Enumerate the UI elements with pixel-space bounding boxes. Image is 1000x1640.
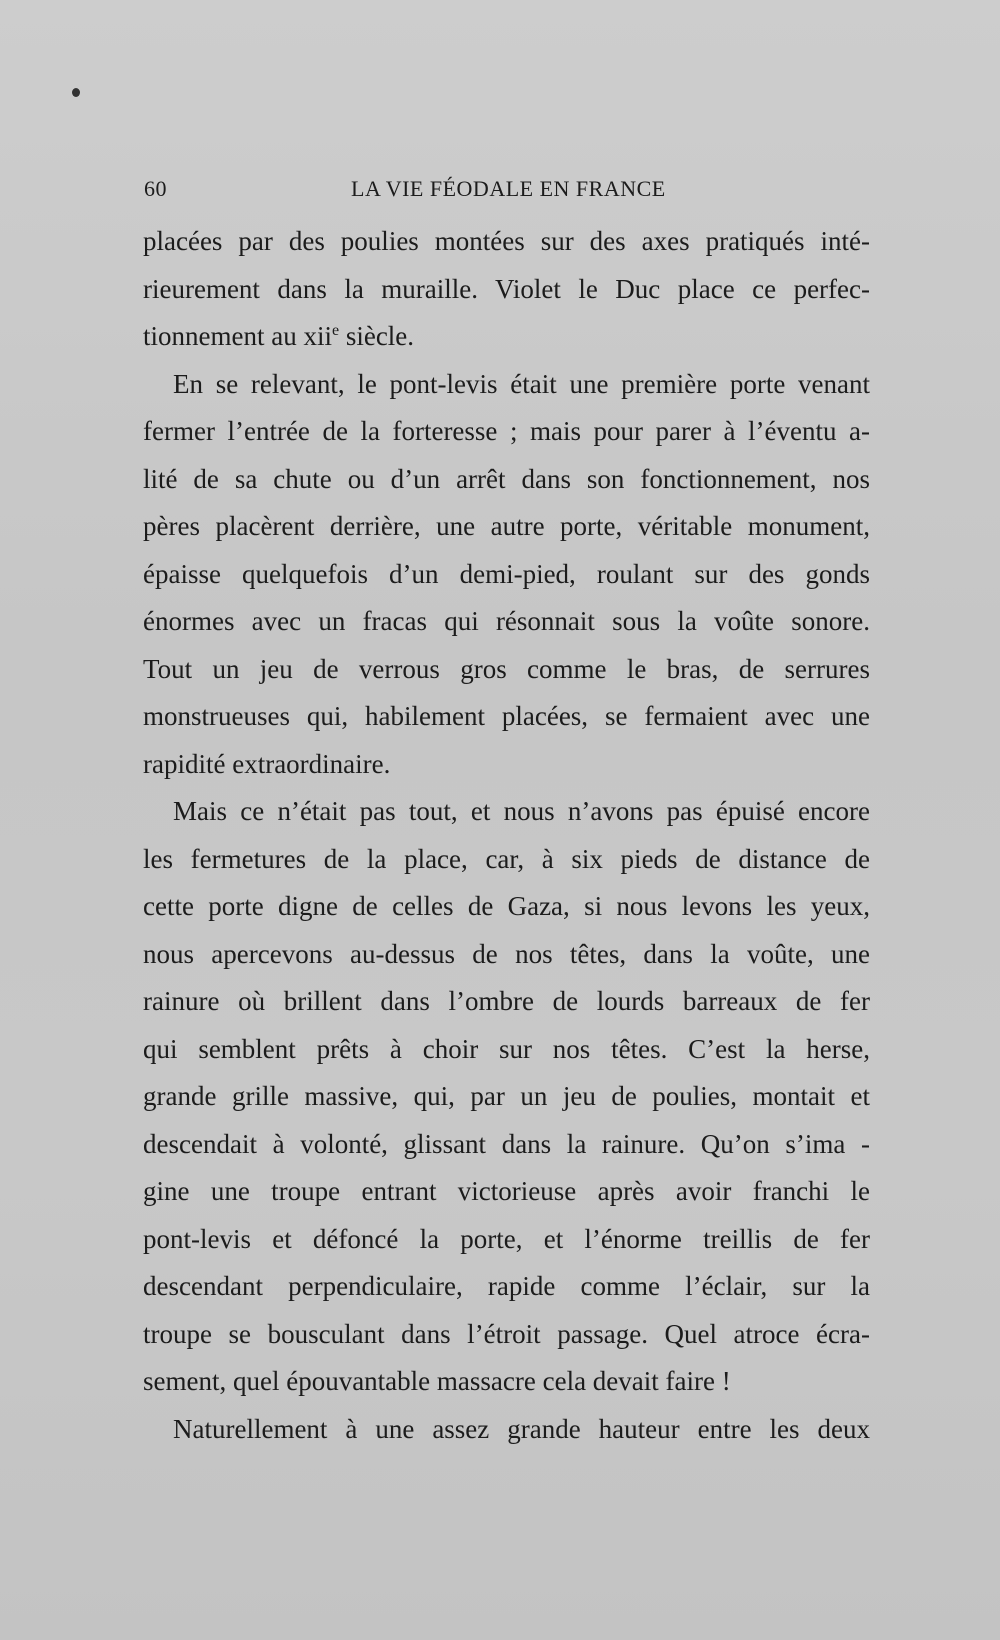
- text-line: pont-levis et défoncé la porte, et l’énorme treillis de fer: [143, 1223, 870, 1254]
- text-line: [143, 313, 870, 361]
- page-header: [144, 176, 664, 206]
- text-line: placées par des poulies montées sur des axes pratiqués inté-: [143, 226, 870, 256]
- text-line: épaisse quelquefois d’un demi-pied, roulant sur des gonds: [143, 558, 870, 589]
- text-line: les fermetures de la place, car, à six pieds de distance de: [143, 843, 870, 874]
- paragraph-4: [143, 1406, 870, 1454]
- text-line: nous apercevons au-dessus de nos têtes, dans la voûte, une: [143, 938, 870, 969]
- text-line: monstrueuses qui, habilement placées, se fermaient avec une: [143, 701, 870, 731]
- text-line: Tout un jeu de verrous gros comme le bras, de serrures: [143, 653, 870, 684]
- text-fragment: siècle.: [339, 321, 415, 351]
- text-line: fermer l’entrée de la forteresse ; mais pour parer à l’éventu a-: [143, 416, 870, 446]
- text-line: En se relevant, le pont-levis était une première porte venant: [173, 368, 870, 399]
- text-line: troupe se bousculant dans l’étroit passage. Quel atroce écra-: [143, 1318, 870, 1349]
- text-line: qui semblent prêts à choir sur nos têtes. C’est la herse,: [143, 1033, 870, 1064]
- text-line: rapidité extraordinaire.: [143, 748, 391, 779]
- running-title: LA VIE FÉODALE EN FRANCE: [351, 176, 666, 201]
- body-text: [143, 218, 870, 1453]
- paragraph-2: [143, 361, 870, 789]
- ink-speck: [72, 88, 80, 97]
- text-line: lité de sa chute ou d’un arrêt dans son fonctionnement, nos: [143, 463, 870, 494]
- text-line: pères placèrent derrière, une autre porte, véritable monument,: [143, 511, 870, 541]
- text-line: descendant perpendiculaire, rapide comme l’éclair, sur la: [143, 1271, 870, 1301]
- text-line: rainure où brillent dans l’ombre de lourds barreaux de fer: [143, 986, 870, 1016]
- text-line: grande grille massive, qui, par un jeu de poulies, montait et: [143, 1081, 870, 1111]
- text-line: sement, quel épouvantable massacre cela devait faire !: [143, 1366, 731, 1396]
- text-line: rieurement dans la muraille. Violet le Duc place ce perfec-: [143, 273, 870, 304]
- text-line: descendait à volonté, glissant dans la rainure. Qu’on s’ima -: [143, 1128, 870, 1159]
- paragraph-3: [143, 788, 870, 1406]
- text-line: Naturellement à une assez grande hauteur entre les deux: [173, 1413, 870, 1444]
- text-line: énormes avec un fracas qui résonnait sous la voûte sonore.: [143, 606, 870, 636]
- paragraph-1: [143, 218, 870, 361]
- text-line: cette porte digne de celles de Gaza, si nous levons les yeux,: [143, 891, 870, 921]
- page-number: 60: [144, 176, 167, 201]
- superscript: e: [331, 322, 340, 339]
- text-line: gine une troupe entrant victorieuse après avoir franchi le: [143, 1176, 870, 1206]
- text-fragment: tionnement au xii: [143, 321, 332, 351]
- text-line: Mais ce n’était pas tout, et nous n’avons pas épuisé encore: [173, 796, 870, 826]
